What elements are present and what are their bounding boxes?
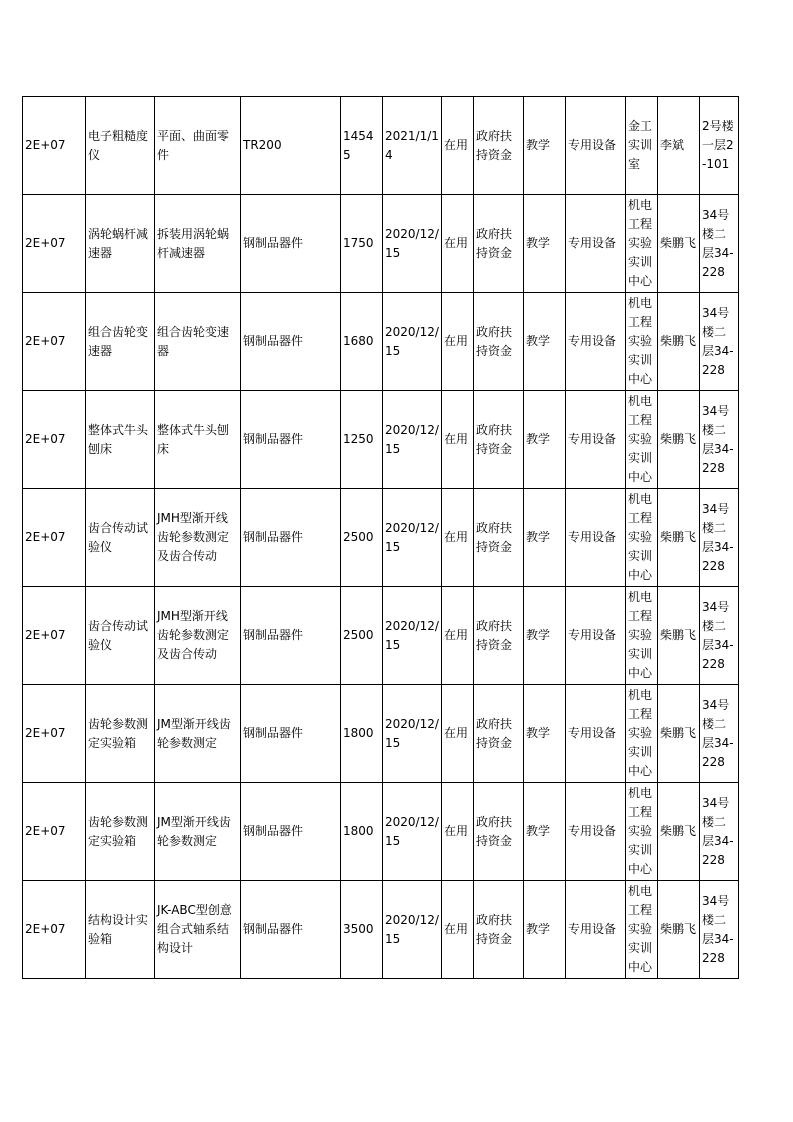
cell-price: 2500 [341, 489, 383, 587]
cell-usage: 整体式牛头刨床 [155, 391, 241, 489]
cell-status: 在用 [442, 685, 474, 783]
cell-status: 在用 [442, 97, 474, 195]
cell-fund: 政府扶持资金 [474, 685, 524, 783]
cell-keeper: 柴鹏飞 [658, 195, 700, 293]
cell-model: TR200 [241, 97, 341, 195]
cell-status: 在用 [442, 195, 474, 293]
cell-location: 34号楼二层34-228 [700, 587, 739, 685]
cell-dept: 机电工程实验实训中心 [626, 587, 658, 685]
table-row [23, 97, 739, 195]
cell-price: 1800 [341, 685, 383, 783]
cell-category: 专用设备 [566, 195, 626, 293]
cell-price: 1250 [341, 391, 383, 489]
cell-fund: 政府扶持资金 [474, 489, 524, 587]
cell-name: 组合齿轮变速器 [86, 293, 155, 391]
cell-category: 专用设备 [566, 783, 626, 881]
cell-name: 齿轮参数测定实验箱 [86, 783, 155, 881]
cell-usage: JMH型渐开线齿轮参数测定及齿合传动 [155, 489, 241, 587]
cell-model: 钢制品器件 [241, 685, 341, 783]
cell-date: 2021/1/14 [383, 97, 442, 195]
cell-keeper: 李斌 [658, 97, 700, 195]
cell-purpose: 教学 [524, 489, 566, 587]
table-row [23, 881, 739, 979]
cell-price: 3500 [341, 881, 383, 979]
cell-purpose: 教学 [524, 293, 566, 391]
cell-status: 在用 [442, 783, 474, 881]
cell-name: 齿合传动试验仪 [86, 489, 155, 587]
cell-usage: 平面、曲面零件 [155, 97, 241, 195]
cell-fund: 政府扶持资金 [474, 587, 524, 685]
cell-date: 2020/12/15 [383, 293, 442, 391]
cell-code: 2E+07 [23, 783, 86, 881]
cell-usage: JMH型渐开线齿轮参数测定及齿合传动 [155, 587, 241, 685]
cell-keeper: 柴鹏飞 [658, 685, 700, 783]
cell-dept: 机电工程实验实训中心 [626, 391, 658, 489]
cell-usage: 拆装用涡轮蜗杆减速器 [155, 195, 241, 293]
cell-price: 1800 [341, 783, 383, 881]
cell-code: 2E+07 [23, 685, 86, 783]
cell-code: 2E+07 [23, 195, 86, 293]
cell-name: 齿轮参数测定实验箱 [86, 685, 155, 783]
cell-model: 钢制品器件 [241, 587, 341, 685]
cell-model: 钢制品器件 [241, 391, 341, 489]
cell-dept: 机电工程实验实训中心 [626, 783, 658, 881]
cell-category: 专用设备 [566, 391, 626, 489]
cell-fund: 政府扶持资金 [474, 783, 524, 881]
cell-keeper: 柴鹏飞 [658, 391, 700, 489]
cell-keeper: 柴鹏飞 [658, 587, 700, 685]
cell-fund: 政府扶持资金 [474, 293, 524, 391]
cell-dept: 金工实训室 [626, 97, 658, 195]
cell-keeper: 柴鹏飞 [658, 489, 700, 587]
cell-location: 2号楼一层2-101 [700, 97, 739, 195]
cell-purpose: 教学 [524, 391, 566, 489]
cell-purpose: 教学 [524, 783, 566, 881]
cell-status: 在用 [442, 881, 474, 979]
cell-location: 34号楼二层34-228 [700, 881, 739, 979]
cell-price: 2500 [341, 587, 383, 685]
cell-name: 齿合传动试验仪 [86, 587, 155, 685]
cell-price: 1750 [341, 195, 383, 293]
cell-location: 34号楼二层34-228 [700, 293, 739, 391]
cell-date: 2020/12/15 [383, 783, 442, 881]
cell-dept: 机电工程实验实训中心 [626, 881, 658, 979]
cell-keeper: 柴鹏飞 [658, 881, 700, 979]
cell-date: 2020/12/15 [383, 587, 442, 685]
cell-code: 2E+07 [23, 97, 86, 195]
cell-date: 2020/12/15 [383, 881, 442, 979]
cell-fund: 政府扶持资金 [474, 195, 524, 293]
cell-dept: 机电工程实验实训中心 [626, 685, 658, 783]
cell-price: 1680 [341, 293, 383, 391]
cell-date: 2020/12/15 [383, 489, 442, 587]
cell-usage: JM型渐开线齿轮参数测定 [155, 783, 241, 881]
cell-price: 14545 [341, 97, 383, 195]
cell-keeper: 柴鹏飞 [658, 293, 700, 391]
cell-usage: JM型渐开线齿轮参数测定 [155, 685, 241, 783]
cell-status: 在用 [442, 391, 474, 489]
cell-location: 34号楼二层34-228 [700, 685, 739, 783]
cell-model: 钢制品器件 [241, 293, 341, 391]
cell-name: 涡轮蜗杆减速器 [86, 195, 155, 293]
cell-code: 2E+07 [23, 293, 86, 391]
cell-location: 34号楼二层34-228 [700, 783, 739, 881]
cell-dept: 机电工程实验实训中心 [626, 489, 658, 587]
cell-code: 2E+07 [23, 881, 86, 979]
table-row [23, 391, 739, 489]
table-row [23, 195, 739, 293]
cell-purpose: 教学 [524, 587, 566, 685]
cell-status: 在用 [442, 587, 474, 685]
cell-keeper: 柴鹏飞 [658, 783, 700, 881]
cell-model: 钢制品器件 [241, 783, 341, 881]
cell-location: 34号楼二层34-228 [700, 489, 739, 587]
table-row [23, 783, 739, 881]
cell-usage: 组合齿轮变速器 [155, 293, 241, 391]
cell-category: 专用设备 [566, 587, 626, 685]
cell-date: 2020/12/15 [383, 195, 442, 293]
table-row [23, 489, 739, 587]
cell-fund: 政府扶持资金 [474, 97, 524, 195]
cell-location: 34号楼二层34-228 [700, 391, 739, 489]
cell-code: 2E+07 [23, 489, 86, 587]
cell-model: 钢制品器件 [241, 195, 341, 293]
cell-code: 2E+07 [23, 587, 86, 685]
cell-status: 在用 [442, 293, 474, 391]
cell-date: 2020/12/15 [383, 391, 442, 489]
cell-category: 专用设备 [566, 881, 626, 979]
cell-status: 在用 [442, 489, 474, 587]
cell-purpose: 教学 [524, 685, 566, 783]
cell-category: 专用设备 [566, 293, 626, 391]
cell-dept: 机电工程实验实训中心 [626, 293, 658, 391]
cell-location: 34号楼二层34-228 [700, 195, 739, 293]
cell-fund: 政府扶持资金 [474, 391, 524, 489]
table-row [23, 293, 739, 391]
cell-model: 钢制品器件 [241, 489, 341, 587]
cell-model: 钢制品器件 [241, 881, 341, 979]
cell-purpose: 教学 [524, 195, 566, 293]
cell-purpose: 教学 [524, 881, 566, 979]
cell-name: 结构设计实验箱 [86, 881, 155, 979]
cell-name: 整体式牛头刨床 [86, 391, 155, 489]
cell-purpose: 教学 [524, 97, 566, 195]
cell-category: 专用设备 [566, 489, 626, 587]
cell-date: 2020/12/15 [383, 685, 442, 783]
table-row [23, 685, 739, 783]
cell-code: 2E+07 [23, 391, 86, 489]
cell-name: 电子粗糙度仪 [86, 97, 155, 195]
cell-category: 专用设备 [566, 685, 626, 783]
cell-fund: 政府扶持资金 [474, 881, 524, 979]
equipment-table [22, 96, 739, 979]
cell-category: 专用设备 [566, 97, 626, 195]
table-row [23, 587, 739, 685]
cell-dept: 机电工程实验实训中心 [626, 195, 658, 293]
cell-usage: JK-ABC型创意组合式轴系结构设计 [155, 881, 241, 979]
